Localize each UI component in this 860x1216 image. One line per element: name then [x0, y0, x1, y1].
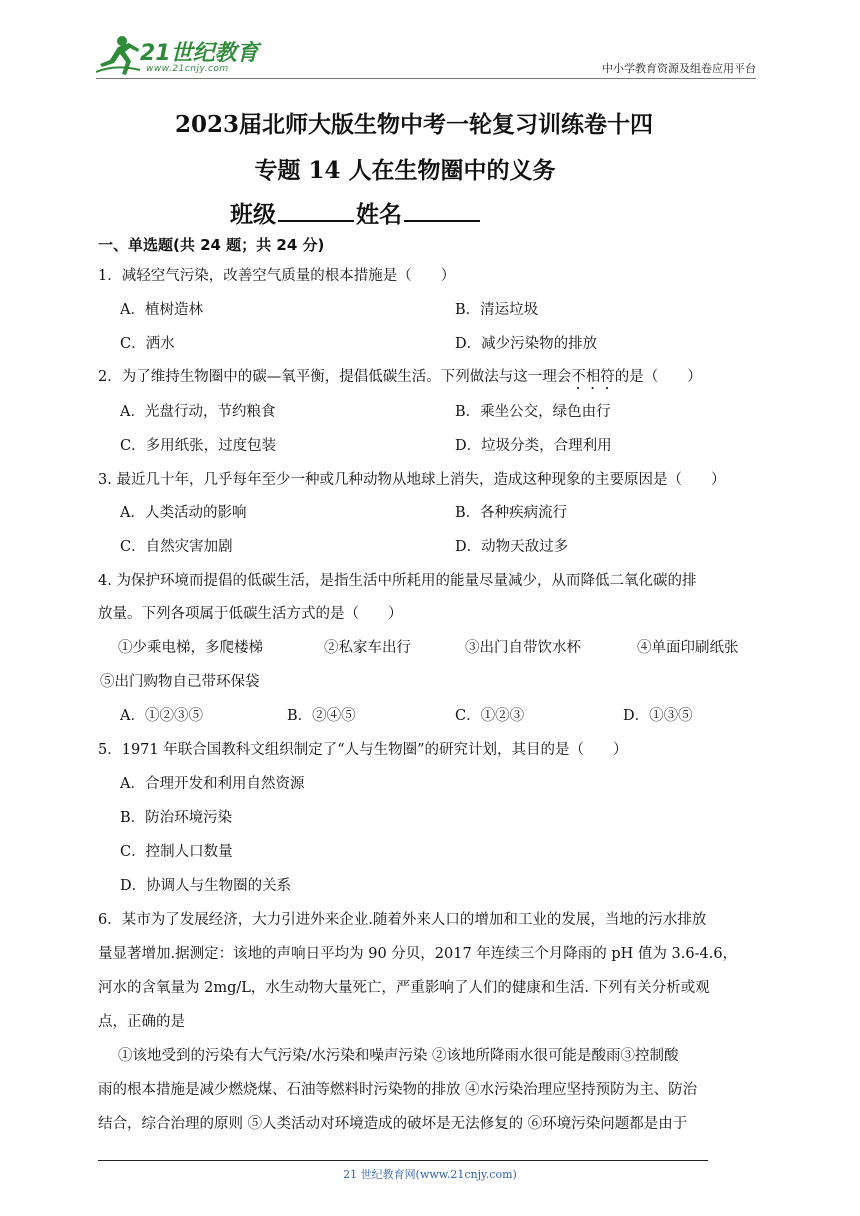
name-blank[interactable] — [404, 198, 480, 222]
q2-option-c: C．多用纸张，过度包装 — [120, 438, 277, 454]
q4-option-d: D．①③⑤ — [623, 708, 693, 724]
header-divider — [96, 78, 756, 79]
q6-line-3: 河水的含氧量为 2mg/L，水生动物大量死亡，严重影响了人们的健康和生活. 下列有关分析或观 — [98, 980, 710, 996]
q4-option-a: A．①②③⑤ — [120, 708, 203, 724]
q6-line-7: 结合，综合治理的原则 ⑤人类活动对环境造成的破坏是无法修复的 ⑥环境污染问题都是由于 — [98, 1116, 688, 1132]
logo-url: www.21cnjy.com — [146, 64, 229, 74]
q4-stem-line1: 4. 为保护环境而提倡的低碳生活，是指生活中所耗用的能量尽量减少，从而降低二氧化碳的排 — [98, 573, 697, 589]
q5-option-d: D．协调人与生物圈的关系 — [120, 878, 292, 894]
q4-statement-2: ②私家车出行 — [324, 640, 411, 656]
q2-stem-post: 的是（ ） — [614, 369, 702, 385]
student-info — [230, 196, 482, 229]
exam-subtitle: 专题 14 人在生物圈中的义务 — [254, 157, 556, 184]
q1-option-d: D．减少污染物的排放 — [455, 336, 598, 352]
logo-text: 21世纪教育 — [140, 41, 259, 66]
q4-statement-1: ①少乘电梯，多爬楼梯 — [118, 640, 263, 656]
exam-title: 2023届北师大版生物中考一轮复习训练卷十四 — [174, 111, 653, 138]
q6-line-1: 6．某市为了发展经济，大力引进外来企业.随着外来人口的增加和工业的发展，当地的污水排放 — [98, 912, 707, 928]
q4-stem-line2: 放量。下列各项属于低碳生活方式的是（ ） — [98, 606, 403, 622]
q5-option-b: B．防治环境污染 — [120, 810, 233, 826]
q5-option-a: A．合理开发和利用自然资源 — [120, 776, 305, 792]
q4-statement-5: ⑤出门购物自己带环保袋 — [100, 674, 260, 690]
q4-option-b: B．②④⑤ — [287, 708, 356, 724]
q4-statement-4: ④单面印刷纸张 — [637, 640, 739, 656]
q3-stem: 3. 最近几十年，几乎每年至少一种或几种动物从地球上消失，造成这种现象的主要原因是（ ） — [98, 472, 726, 488]
q2-stem-pre: 2．为了维持生物圈中的碳—氧平衡，提倡低碳生活。下列做法与这一理会 — [98, 369, 572, 385]
section-heading: 一、单选题(共 24 题；共 24 分) — [98, 236, 325, 254]
class-label: 班级 — [230, 201, 276, 228]
platform-name: 中小学教育资源及组卷应用平台 — [602, 62, 756, 75]
q6-line-4: 点，正确的是 — [98, 1014, 185, 1030]
q2-option-b: B．乘坐公交，绿色由行 — [455, 404, 611, 420]
q2-option-a: A．光盘行动，节约粮食 — [120, 404, 276, 420]
runner-logo-icon — [96, 34, 142, 78]
q5-option-c: C．控制人口数量 — [120, 844, 233, 860]
q1-option-a: A．植树造林 — [120, 302, 203, 318]
q3-option-a: A．人类活动的影响 — [120, 505, 247, 521]
footer-divider — [98, 1160, 708, 1161]
q1-option-b: B．清运垃圾 — [455, 302, 539, 318]
logo — [96, 34, 276, 78]
q5-stem: 5．1971 年联合国教科文组织制定了“人与生物圈”的研究计划，其目的是（ ） — [98, 742, 628, 758]
class-blank[interactable] — [278, 198, 354, 222]
q1-option-c: C．洒水 — [120, 336, 175, 352]
q3-option-b: B．各种疾病流行 — [455, 505, 568, 521]
q2-stem-emphasis: 不相符 — [571, 369, 615, 385]
q2-option-d: D．垃圾分类，合理利用 — [455, 438, 612, 454]
name-label: 姓名 — [356, 201, 402, 228]
q1-stem: 1．减轻空气污染，改善空气质量的根本措施是（ ） — [98, 268, 456, 284]
q3-option-d: D．动物天敌过多 — [455, 539, 569, 555]
q6-line-6: 雨的根本措施是减少燃烧煤、石油等燃料时污染物的排放 ④水污染治理应坚持预防为主、防治 — [98, 1082, 698, 1098]
footer-text: 21 世纪教育网(www.21cnjy.com) — [343, 1168, 517, 1181]
q2-stem — [98, 365, 702, 393]
page-header — [96, 34, 756, 82]
q4-option-c: C．①②③ — [455, 708, 525, 724]
q3-option-c: C．自然灾害加剧 — [120, 539, 233, 555]
q4-statement-3: ③出门自带饮水杯 — [465, 640, 581, 656]
q6-line-2: 量显著增加.据测定：该地的声响日平均为 90 分贝，2017 年连续三个月降雨的 pH 值为 3.6-4.6， — [98, 946, 738, 962]
q6-line-5: ①该地受到的污染有大气污染/水污染和噪声污染 ②该地所降雨水很可能是酸雨③控制酸 — [118, 1048, 679, 1064]
